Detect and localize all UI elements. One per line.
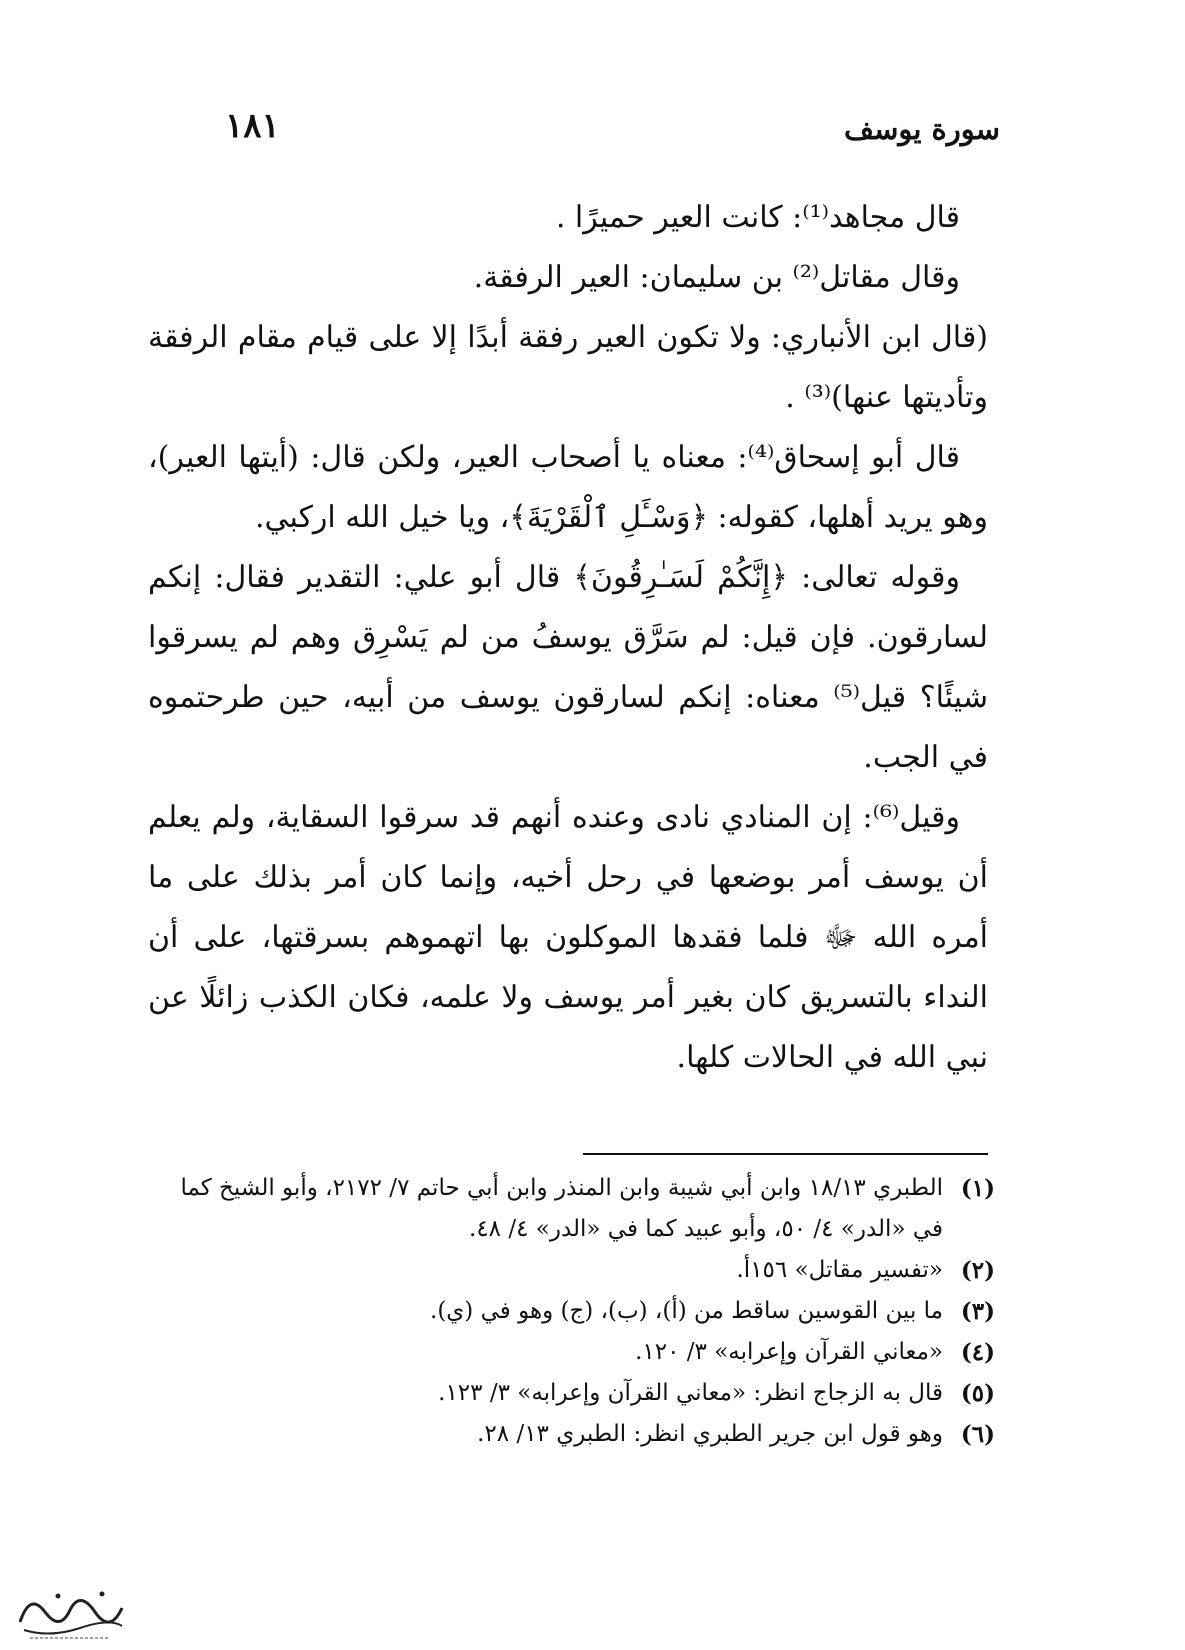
footnote-text: «معاني القرآن وإعرابه» ٣/ ١٢٠.	[635, 1339, 943, 1365]
footnote-item	[150, 1291, 995, 1332]
footnote-item	[150, 1414, 995, 1455]
footnote-number: (٣)	[960, 1298, 995, 1325]
page-number: ١٨١	[225, 106, 280, 146]
footnote-text: «تفسير مقاتل» ١٥٦أ.	[736, 1257, 943, 1283]
footnote-number: (٦)	[960, 1421, 995, 1448]
publisher-logo	[10, 1582, 130, 1644]
page-header	[200, 106, 1000, 162]
footnote-number: (٢)	[960, 1257, 995, 1284]
footnote-divider	[583, 1153, 988, 1155]
footnote-text: الطبري ١٨/١٣ وابن أبي شيبة وابن المنذر وابن أبي حاتم ٧/ ٢١٧٢، وأبو الشيخ كما في «الدر» ٤/ ٥٠، وأبو عبيد كما في «الدر» ٤/ ٤٨.	[180, 1175, 943, 1242]
footnotes	[150, 1168, 995, 1455]
paragraph-3: (قال ابن الأنباري: ولا تكون العير رفقة أبدًا إلا على قيام مقام الرفقة وتأديتها عنها)⁽³⁾ .	[148, 320, 988, 415]
footnote-number: (٤)	[960, 1339, 995, 1366]
paragraph-6: وقيل⁽⁶⁾: إن المنادي نادى وعنده أنهم قد سرقوا السقاية، ولم يعلم أن يوسف أمر بوضعها في رحل أخيه، وإنما كان أمر بذلك على ما أمره الله ﷻ فلما فقدها الموكلون بها اتهموهم بسرقتها، على أن النداء بالتسريق كان بغير أمر يوسف ولا علمه، فكان الكذب زائلًا عن نبي الله في الحالات كلها.	[148, 800, 988, 1075]
paragraph-4: قال أبو إسحاق⁽⁴⁾: معناه يا أصحاب العير، ولكن قال: (أيتها العير)، وهو يريد أهلها، كقوله: ﴿وَسْـَٔلِ ٱلْقَرْيَةَ﴾، ويا خيل الله اركبي.	[148, 440, 988, 535]
footnote-number: (١)	[960, 1175, 995, 1202]
footnote-item	[150, 1250, 995, 1291]
footnote-text: ما بين القوسين ساقط من (أ)، (ب)، (ج) وهو في (ي).	[430, 1298, 943, 1324]
main-text	[148, 188, 988, 1088]
footnote-number: (٥)	[960, 1380, 995, 1407]
footnote-item	[150, 1168, 995, 1250]
paragraph-1: قال مجاهد⁽¹⁾: كانت العير حميرًا .	[555, 200, 960, 235]
paragraph-5: وقوله تعالى: ﴿إِنَّكُمْ لَسَـٰرِقُونَ﴾ قال أبو علي: التقدير فقال: إنكم لسارقون. فإن قيل: لم سَرَّق يوسفُ من لم يَسْرِق وهم لم يسرقوا شيئًا؟ قيل⁽⁵⁾ معناه: إنكم لسارقون يوسف من أبيه، حين طرحتموه في الجب.	[148, 560, 989, 775]
footnote-item	[150, 1332, 995, 1373]
footnote-text: قال به الزجاج انظر: «معاني القرآن وإعرابه» ٣/ ١٢٣.	[438, 1380, 943, 1406]
surah-title: سورة يوسف	[844, 112, 1000, 146]
paragraph-2: وقال مقاتل⁽²⁾ بن سليمان: العير الرفقة.	[473, 260, 960, 295]
footnote-text: وهو قول ابن جرير الطبري انظر: الطبري ١٣/ ٢٨.	[477, 1421, 943, 1447]
footnote-item	[150, 1373, 995, 1414]
